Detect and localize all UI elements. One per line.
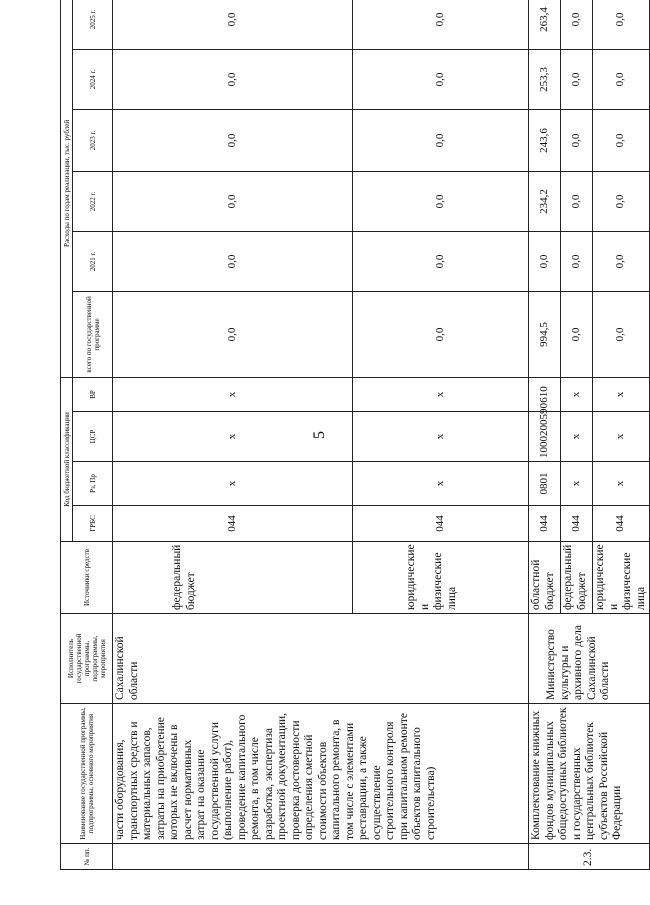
item-executor: Министерство культуры и архивного дела Сахалинской области	[529, 614, 650, 704]
y2023-cell: 243,6	[529, 109, 561, 171]
total-cell: 0,0	[113, 291, 353, 377]
header-name: Наименование государственной программы, подпрограммы, основного мероприятия	[61, 704, 113, 844]
y2021-cell: 0,0	[593, 231, 650, 291]
item-executor: Сахалинской области	[113, 614, 529, 704]
header-2024: 2024 г.	[73, 49, 113, 109]
vr-cell: х	[561, 377, 593, 411]
y2021-cell: 0,0	[529, 231, 561, 291]
rzpr-cell: х	[593, 462, 650, 506]
rzpr-cell: х	[561, 462, 593, 506]
y2025-cell: 0,0	[593, 0, 650, 49]
header-vr: ВР	[73, 377, 113, 411]
budget-table	[60, 0, 650, 870]
rotated-budget-table	[60, 7, 647, 870]
grbs-cell: 044	[593, 506, 650, 542]
rzpr-cell: 0801	[529, 462, 561, 506]
header-2021: 2021 г.	[73, 231, 113, 291]
y2022-cell: 0,0	[593, 171, 650, 231]
table-row	[529, 0, 561, 870]
row-num: 2.3.	[529, 844, 650, 870]
header-grbs: ГРБС	[73, 506, 113, 542]
y2022-cell: 0,0	[113, 171, 353, 231]
y2023-cell: 0,0	[593, 109, 650, 171]
source-cell: юридические и физические лица	[593, 542, 650, 614]
y2025-cell: 0,0	[113, 0, 353, 49]
source-cell: федеральный бюджет	[561, 542, 593, 614]
y2025-cell: 0,0	[561, 0, 593, 49]
header-executor: Исполнитель государственной программы, подпрограммы, мероприятия	[61, 614, 113, 704]
y2021-cell: 0,0	[561, 231, 593, 291]
header-2022: 2022 г.	[73, 171, 113, 231]
header-total: всего по государственной программе	[73, 291, 113, 377]
rzpr-cell: х	[353, 462, 529, 506]
total-cell: 0,0	[353, 291, 529, 377]
header-csr: ЦСР	[73, 412, 113, 462]
y2023-cell: 0,0	[353, 109, 529, 171]
csr-cell: х	[593, 412, 650, 462]
header-num: № пп.	[61, 844, 113, 870]
y2022-cell: 234,2	[529, 171, 561, 231]
page-number: 5	[311, 431, 328, 439]
csr-cell: х	[353, 412, 529, 462]
header-2025: 2025 г.	[73, 0, 113, 49]
total-cell: 994,5	[529, 291, 561, 377]
csr-cell: 1000200590	[529, 412, 561, 462]
y2024-cell: 0,0	[113, 49, 353, 109]
y2025-cell: 0,0	[353, 0, 529, 49]
y2023-cell: 0,0	[113, 109, 353, 171]
table-row	[113, 0, 353, 870]
y2023-cell: 0,0	[561, 109, 593, 171]
row-num-empty	[113, 844, 529, 870]
header-source: Источники средств	[61, 542, 113, 614]
header-budget-classification: Код бюджетной классификации	[61, 377, 73, 541]
header-expenses: Расходы по годам реализации, тыс. рублей	[61, 0, 73, 377]
vr-cell: х	[113, 377, 353, 411]
source-cell: областной бюджет	[529, 542, 561, 614]
total-cell: 0,0	[561, 291, 593, 377]
total-cell: 0,0	[593, 291, 650, 377]
header-rzpr: Рз, Пр	[73, 462, 113, 506]
source-cell: федеральный бюджет	[113, 542, 353, 614]
y2024-cell: 0,0	[593, 49, 650, 109]
y2021-cell: 0,0	[113, 231, 353, 291]
y2024-cell: 0,0	[353, 49, 529, 109]
y2021-cell: 0,0	[353, 231, 529, 291]
header-2023: 2023 г.	[73, 109, 113, 171]
csr-cell: х	[113, 412, 353, 462]
source-cell: юридические и физические лица	[353, 542, 529, 614]
y2025-cell: 263,4	[529, 0, 561, 49]
y2024-cell: 0,0	[561, 49, 593, 109]
vr-cell: 610	[529, 377, 561, 411]
grbs-cell: 044	[113, 506, 353, 542]
y2022-cell: 0,0	[561, 171, 593, 231]
y2024-cell: 253,3	[529, 49, 561, 109]
grbs-cell: 044	[353, 506, 529, 542]
vr-cell: х	[593, 377, 650, 411]
csr-cell: х	[561, 412, 593, 462]
grbs-cell: 044	[561, 506, 593, 542]
item-name: Комплектование книжных фондов муниципальных общедоступных библиотек и государственных центральных библиотек субъектов Российской Федерации	[529, 704, 650, 844]
rzpr-cell: х	[113, 462, 353, 506]
grbs-cell: 044	[529, 506, 561, 542]
y2022-cell: 0,0	[353, 171, 529, 231]
vr-cell: х	[353, 377, 529, 411]
item-name: части оборудования, транспортных средств и материальных запасов, затраты на приобретение которых не включены в расчет нормативных затрат на оказание государственной услуги (выполнение работ), проведение капитального ремонта, в том числе разработка, экспертиза проектной документации, проверка достоверности определения сметной стоимости объектов капитального ремонта, в том числе с элементами реставрации, а также осуществление строительного контроля при капитальном ремонте объектов капитального строительства)	[113, 704, 529, 844]
